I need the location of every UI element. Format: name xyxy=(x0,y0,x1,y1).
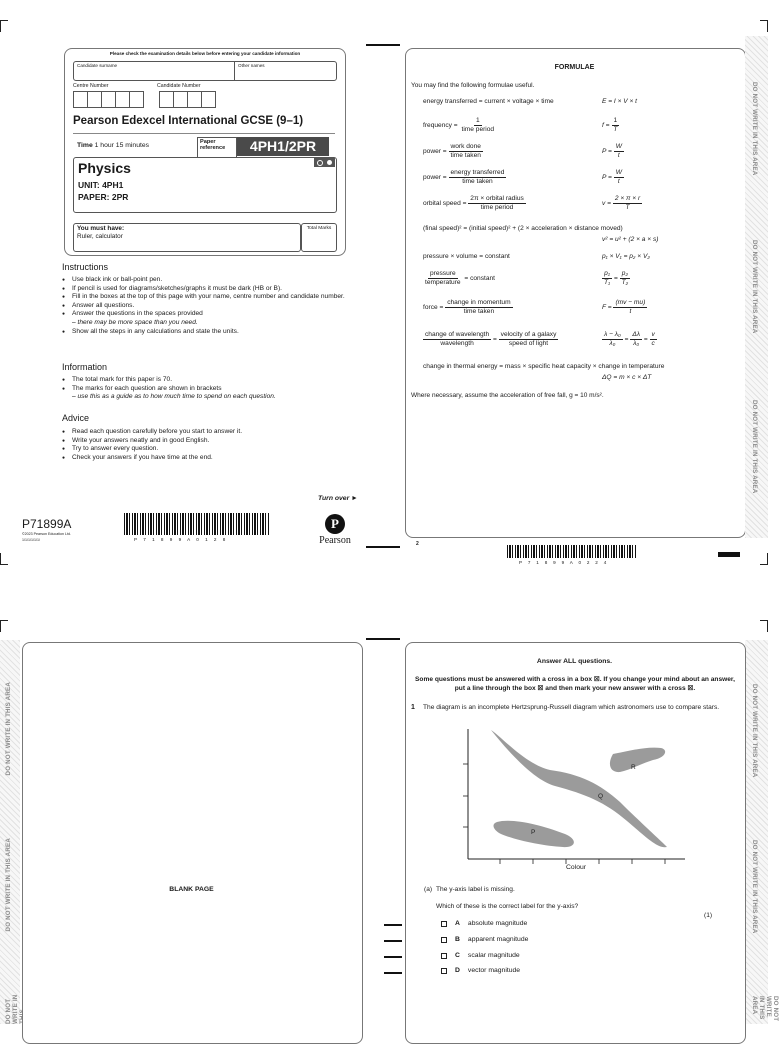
copyright-code: 1/1/1/1/1/1/ xyxy=(22,538,40,542)
barcode-digits: P 7 1 8 9 9 A 0 2 2 4 xyxy=(519,560,609,565)
formula-power-work: power = $\frac{\text{work done}}{\text{time taken}}$ xyxy=(423,143,481,159)
option-a[interactable]: A absolute magnitude xyxy=(441,920,527,927)
barcode xyxy=(124,513,270,535)
gravity-note: Where necessary, assume the acceleration of free fall, g = 10 m/s². xyxy=(411,392,604,399)
option-c[interactable]: C scalar magnitude xyxy=(441,952,520,959)
formula-frequency-symbol: f = $\frac{1}{T}$ xyxy=(602,117,618,133)
paper-id: P71899A xyxy=(22,517,72,531)
candidate-surname-label: Candidate surname xyxy=(77,63,118,68)
do-not-write-label: DO NOT WRITE IN THIS AREA xyxy=(751,400,758,494)
paper-number: PAPER: 2PR xyxy=(78,192,129,202)
information-item: ● The marks for each question are shown in brackets – use this as a guide as to how much time to spend on each question. xyxy=(62,385,362,402)
do-not-write-label: DO NOT WRITE IN THIS AREA xyxy=(751,684,758,778)
formula-energy-symbol: E = I × V × t xyxy=(602,98,638,105)
centre-number-label: Centre Number xyxy=(73,83,109,89)
time-label: Time xyxy=(77,142,93,149)
arrow-right-icon: ► xyxy=(351,495,358,502)
question-text: The diagram is an incomplete Hertzsprung-Russell diagram which astronomers use to compare stars. xyxy=(423,704,720,711)
formula-thermal-symbol: ΔQ = m × c × ΔT xyxy=(602,374,652,381)
advice-heading: Advice xyxy=(62,413,90,423)
page-number: 2 xyxy=(416,541,419,547)
subject-title: Physics xyxy=(78,160,131,176)
must-have-box xyxy=(73,223,301,252)
pearson-logo xyxy=(318,514,352,546)
instruction-item: ● Show all the steps in any calculations and state the units. xyxy=(62,328,362,337)
copyright: ©2023 Pearson Education Ltd. xyxy=(22,532,72,536)
formulae-intro: You may find the following formulae useful. xyxy=(411,82,535,89)
answer-checkbox[interactable] xyxy=(441,921,447,927)
formula-power-energy: power = $\frac{\text{energy transferred}}{\text{time taken}}$ xyxy=(423,169,505,185)
information-list xyxy=(62,376,362,402)
part-a-text: The y-axis label is missing. xyxy=(436,886,515,893)
answer-all-heading: Answer ALL questions. xyxy=(536,658,613,665)
advice-list xyxy=(62,428,362,462)
information-heading: Information xyxy=(62,362,108,372)
formula-power-work-symbol: P = $\frac{W}{t}$ xyxy=(602,143,622,159)
advice-item: ● Write your answers neatly and in good English. xyxy=(62,437,362,446)
region-label-r: R xyxy=(631,764,636,771)
check-note: Please check the examination details below before entering your candidate information xyxy=(109,51,301,56)
giant-region-r xyxy=(610,748,665,772)
time-value: 1 hour 15 minutes xyxy=(94,142,150,149)
name-box xyxy=(73,61,337,81)
paper-code: 4PH1/2PR xyxy=(237,137,329,156)
board-title: Pearson Edexcel International GCSE (9–1) xyxy=(73,115,304,127)
do-not-write-label: DO NOT WRITE IN THIS AREA xyxy=(5,838,12,932)
unit-code: UNIT: 4PH1 xyxy=(78,180,124,190)
must-have-label: You must have: xyxy=(77,225,125,232)
turn-over: Turn over ► xyxy=(318,495,358,502)
total-marks-box xyxy=(301,223,337,252)
pearson-p-icon: P xyxy=(325,514,345,534)
instruction-item: ● Use black ink or ball-point pen. xyxy=(62,276,362,285)
other-names-label: Other names xyxy=(238,63,265,68)
information-item: ● The total mark for this paper is 70. xyxy=(62,376,362,385)
do-not-write-label: DO NOT WRITE IN xyxy=(5,994,19,1024)
advice-item: ● Try to answer every question. xyxy=(62,445,362,454)
formula-final-speed: (final speed)² = (initial speed)² + (2 × acceleration × distance moved) xyxy=(423,225,623,232)
tier-indicator xyxy=(314,158,335,167)
formula-thermal: change in thermal energy = mass × specific heat capacity × change in temperature xyxy=(423,363,665,370)
formula-power-energy-symbol: P = $\frac{W}{t}$ xyxy=(602,169,622,185)
blank-page-panel xyxy=(22,642,363,1044)
barcode-digits: P 7 1 8 9 9 A 0 1 2 8 xyxy=(134,537,228,542)
pearson-wordmark: Pearson xyxy=(319,535,351,546)
region-label-p: P xyxy=(531,829,536,836)
time-line xyxy=(77,142,149,149)
candidate-number-boxes[interactable] xyxy=(159,91,215,113)
formula-force: force = $\frac{\text{change in momentum}}{\text{time taken}}$ xyxy=(423,299,511,315)
answer-checkbox[interactable] xyxy=(441,968,447,974)
formula-orbital-speed: orbital speed = $\frac{\text{2π × orbital radius}}{\text{time period}}$ xyxy=(423,195,524,211)
instruction-item: ● If pencil is used for diagrams/sketches/graphs it must be dark (HB or B). xyxy=(62,285,362,294)
instruction-item: ● Answer all questions. xyxy=(62,302,362,311)
formula-redshift-symbol: $\frac{\text{λ − λ₀}}{\text{λ₀}}$ = $\frac{\Delta\lambda}{\text{λ₀}}$ = $\frac{v}{c}$ xyxy=(604,331,655,347)
formula-force-symbol: F = $\frac{(mv - mu)}{t}$ xyxy=(602,299,646,315)
do-not-write-label: DO NOT WRITE IN THIS AREA xyxy=(5,682,12,776)
must-have-items: Ruler, calculator xyxy=(77,233,123,240)
formula-frequency: frequency = $\frac{1}{\text{time period}}$ xyxy=(423,117,495,133)
advice-item: ● Check your answers if you have time at the end. xyxy=(62,454,362,463)
formula-redshift: $\frac{\text{change of wavelength}}{\text{wavelength}}$ = $\frac{\text{velocity of a galaxy}}{\text{speed of light}}$ xyxy=(425,331,557,347)
formula-orbital-speed-symbol: v = $\frac{2 \times \pi \times r}{T}$ xyxy=(602,195,641,211)
total-marks-label: Total Marks xyxy=(306,226,332,231)
instructions-list xyxy=(62,276,362,336)
barcode xyxy=(507,545,637,558)
centre-number-boxes[interactable] xyxy=(73,91,143,113)
instruction-item: ● Answer the questions in the spaces provided – there may be more space than you need. xyxy=(62,310,362,327)
advice-item: ● Read each question carefully before you start to answer it. xyxy=(62,428,362,437)
part-a-question: Which of these is the correct label for the y-axis? xyxy=(436,903,579,910)
part-a-label: (a) xyxy=(424,886,433,893)
do-not-write-label: DO NOT WRITE IN THIS AREA xyxy=(751,996,779,1022)
do-not-write-label: DO NOT WRITE IN THIS AREA xyxy=(751,840,758,934)
answer-checkbox[interactable] xyxy=(441,953,447,959)
option-d[interactable]: D vector magnitude xyxy=(441,967,520,974)
formula-final-speed-symbol: v² = u² + (2 × a × s) xyxy=(602,236,659,243)
paper-reference-label: Paper reference xyxy=(200,139,226,152)
instruction-item: ● Fill in the boxes at the top of this page with your name, centre number and candidate number. xyxy=(62,293,362,302)
paper-reference-box xyxy=(197,137,237,158)
formula-energy: energy transferred = current × voltage × time xyxy=(423,98,554,105)
do-not-write-label: DO NOT WRITE IN THIS AREA xyxy=(751,82,758,176)
page-marker xyxy=(718,552,740,557)
hr-diagram xyxy=(455,726,690,876)
candidate-number-label: Candidate Number xyxy=(157,83,201,89)
formula-pressure-temperature-symbol: $\frac{\text{p₁}}{\text{T₁}}$ = $\frac{\text{p₂}}{\text{T₂}}$ xyxy=(604,270,629,286)
option-b[interactable]: B apparent magnitude xyxy=(441,936,528,943)
subject-box xyxy=(73,157,337,213)
question-number: 1 xyxy=(411,704,415,711)
instructions-heading: Instructions xyxy=(62,262,109,272)
formula-pressure-temperature: $\frac{\text{pressure}}{\text{temperature}}$ = constant xyxy=(425,270,496,286)
region-label-q: Q xyxy=(598,793,604,800)
blank-page-label: BLANK PAGE xyxy=(169,886,214,893)
cross-instruction: Some questions must be answered with a cross in a box ☒. If you change your mind about an answer, put a line through the box ☒ and then mark your new answer with a cross ☒. xyxy=(415,676,735,692)
x-axis-label: Colour xyxy=(566,864,587,871)
part-a-marks: (1) xyxy=(704,912,713,919)
formulae-heading: FORMULAE xyxy=(554,64,595,71)
do-not-write-label: DO NOT WRITE IN THIS AREA xyxy=(751,240,758,334)
formula-pressure-volume-symbol: p₁ × V₁ = p₂ × V₂ xyxy=(602,253,650,260)
candidate-details-box xyxy=(64,48,346,256)
answer-checkbox[interactable] xyxy=(441,937,447,943)
formula-pressure-volume: pressure × volume = constant xyxy=(423,253,510,260)
